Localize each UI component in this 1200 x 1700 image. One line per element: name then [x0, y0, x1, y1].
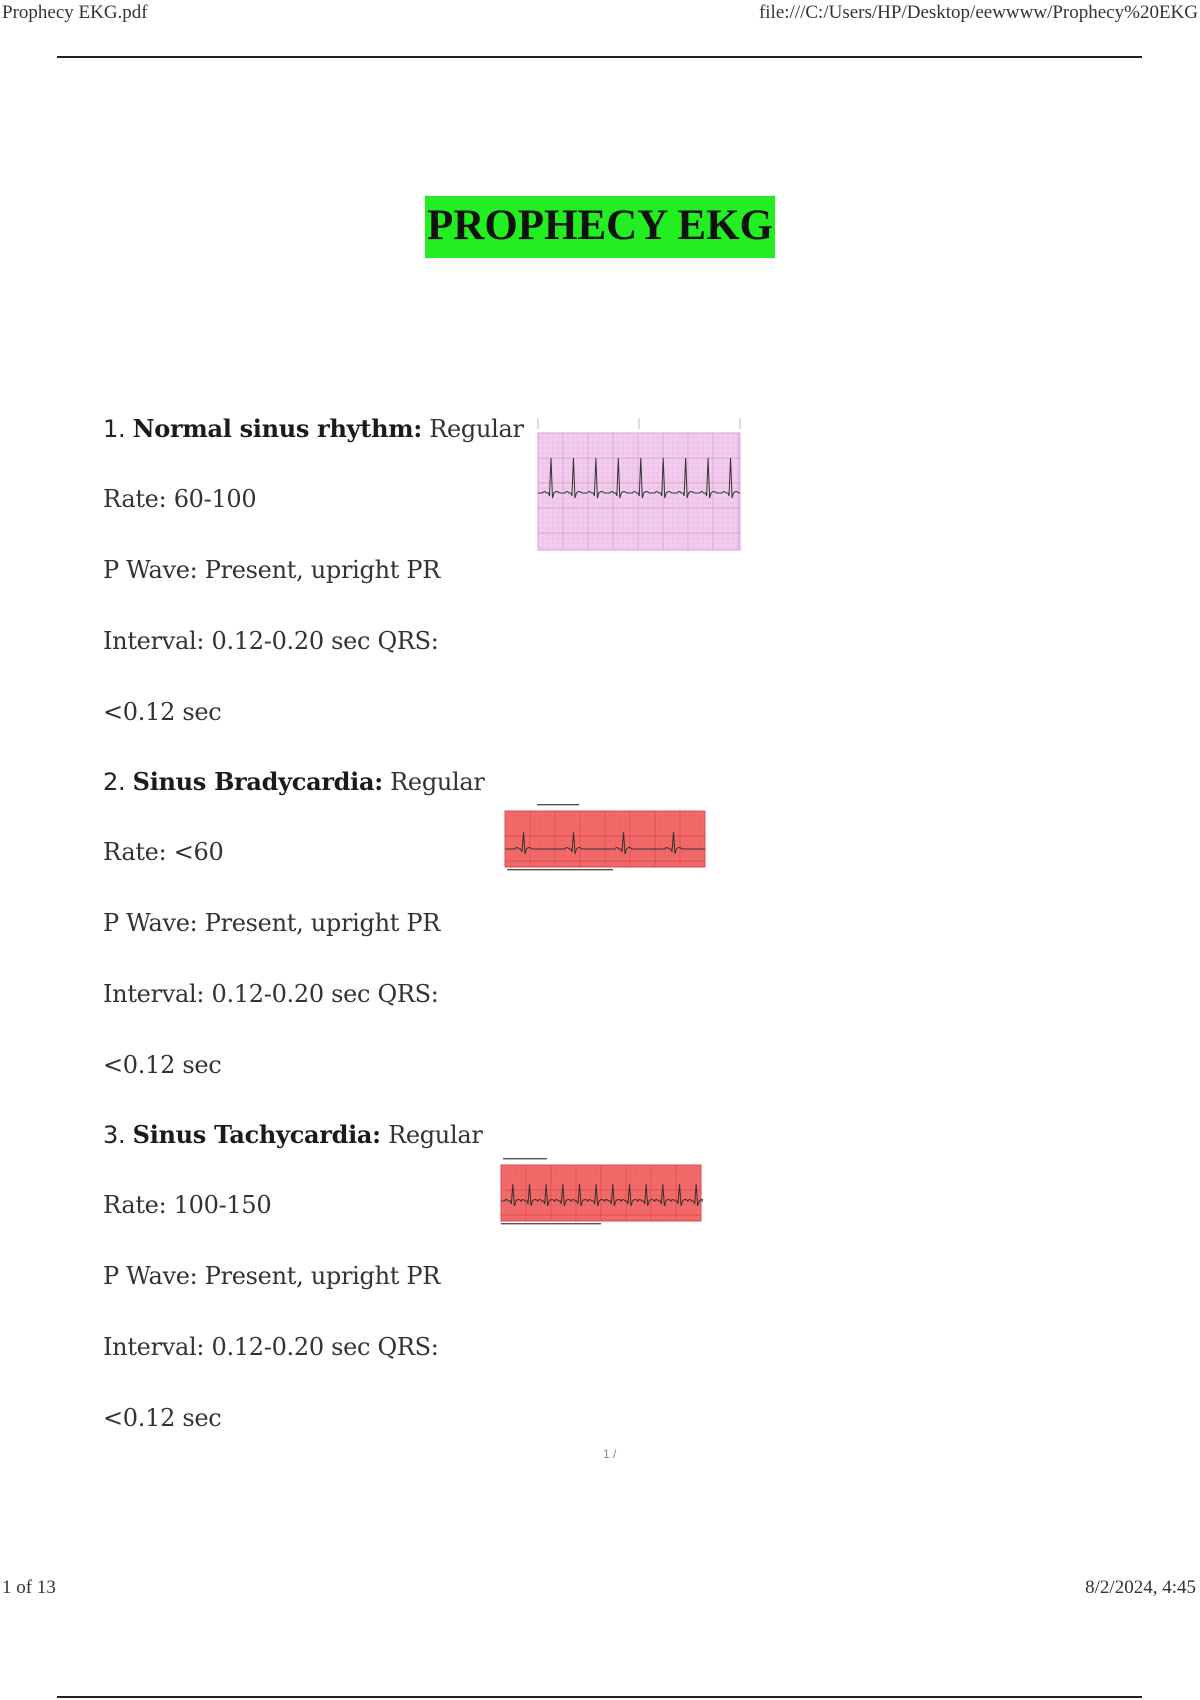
section-3-rate: Rate: 100-150	[103, 1191, 272, 1219]
footer-page-count: 1 of 13	[2, 1577, 56, 1598]
section-2-pwave: P Wave: Present, upright PR	[103, 909, 441, 937]
section-3-name: Sinus Tachycardia:	[132, 1120, 381, 1149]
sinus-tachycardia-ekg-image	[499, 1157, 703, 1227]
section-1-name: Normal sinus rhythm:	[132, 414, 422, 443]
section-2-regularity: Regular	[390, 768, 485, 796]
sinus-bradycardia-ekg-image	[503, 803, 707, 873]
page-indicator: 1 /	[603, 1447, 617, 1461]
section-3-regularity: Regular	[388, 1121, 483, 1149]
section-3-interval: Interval: 0.12-0.20 sec QRS:	[103, 1333, 439, 1361]
section-1-number: 1.	[103, 415, 126, 443]
section-2-number: 2.	[103, 768, 126, 796]
section-1-interval: Interval: 0.12-0.20 sec QRS:	[103, 627, 439, 655]
section-2-qrs: <0.12 sec	[103, 1051, 222, 1079]
section-2-rate: Rate: <60	[103, 838, 224, 866]
footer-datetime: 8/2/2024, 4:45	[1085, 1577, 1196, 1598]
section-3-pwave: P Wave: Present, upright PR	[103, 1262, 441, 1290]
header-divider	[57, 56, 1142, 58]
title-container	[0, 196, 1200, 258]
section-3-qrs: <0.12 sec	[103, 1404, 222, 1432]
header-filename: Prophecy EKG.pdf	[2, 2, 148, 23]
section-3-number: 3.	[103, 1121, 126, 1149]
section-2-interval: Interval: 0.12-0.20 sec QRS:	[103, 980, 439, 1008]
section-1-heading	[103, 414, 524, 443]
section-2-name: Sinus Bradycardia:	[132, 767, 383, 796]
section-1-regularity: Regular	[429, 415, 524, 443]
section-1-qrs: <0.12 sec	[103, 698, 222, 726]
section-1-pwave: P Wave: Present, upright PR	[103, 556, 441, 584]
header-file-path: file:///C:/Users/HP/Desktop/eewwww/Prophecy%20EKG	[758, 2, 1198, 23]
page-title: PROPHECY EKG	[425, 196, 775, 258]
section-1-rate: Rate: 60-100	[103, 485, 257, 513]
section-2-heading	[103, 767, 485, 796]
section-3-heading	[103, 1120, 483, 1149]
normal-sinus-rhythm-ekg-image	[536, 418, 742, 552]
footer-divider	[57, 1696, 1142, 1698]
